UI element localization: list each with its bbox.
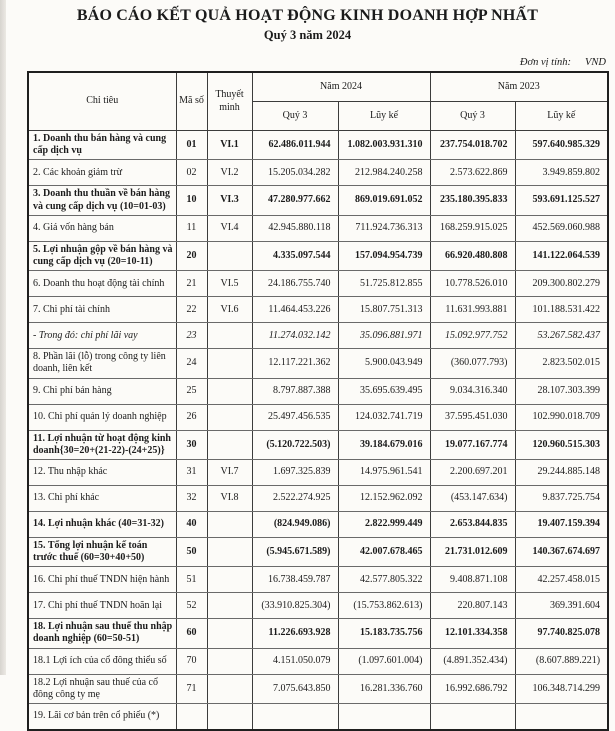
- row-value-q3-2023: 9.034.316.340: [430, 378, 515, 404]
- row-label: 12. Thu nhập khác: [28, 459, 176, 485]
- row-note: VI.3: [207, 186, 252, 215]
- row-value-q3-2024: [252, 704, 338, 731]
- report-title: BÁO CÁO KẾT QUẢ HOẠT ĐỘNG KINH DOANH HỢP NHẤT: [76, 7, 539, 24]
- row-label: 3. Doanh thu thuần về bán hàng và cung cấp dịch vụ (10=01-03): [28, 186, 176, 215]
- row-label: 17. Chi phí thuế TNDN hoãn lại: [28, 593, 176, 619]
- row-value-cumulative-2023: 452.569.060.988: [515, 215, 608, 241]
- row-code: 24: [176, 349, 207, 378]
- table-row: [28, 323, 608, 349]
- row-note: [207, 619, 252, 648]
- row-value-cumulative-2023: 42.257.458.015: [515, 567, 608, 593]
- row-label: 6. Doanh thu hoạt động tài chính: [28, 271, 176, 297]
- row-value-cumulative-2023: 53.267.582.437: [515, 323, 608, 349]
- row-value-cumulative-2023: [515, 704, 608, 731]
- row-code: [176, 704, 207, 731]
- row-value-cumulative-2023: 102.990.018.709: [515, 404, 608, 430]
- row-value-q3-2024: 16.738.459.787: [252, 567, 338, 593]
- row-value-q3-2024: 2.522.274.925: [252, 485, 338, 511]
- row-label: 19. Lãi cơ bản trên cổ phiếu (*): [28, 704, 176, 731]
- row-code: 01: [176, 131, 207, 160]
- row-value-cumulative-2024: 711.924.736.313: [338, 215, 430, 241]
- row-value-q3-2024: 62.486.011.944: [252, 131, 338, 160]
- report-subtitle: Quý 3 năm 2024: [263, 28, 352, 42]
- table-row: [28, 485, 608, 511]
- row-value-q3-2024: (5.945.671.589): [252, 537, 338, 566]
- row-value-q3-2023: 2.200.697.201: [430, 459, 515, 485]
- row-value-q3-2023: 235.180.395.833: [430, 186, 515, 215]
- row-note: [207, 593, 252, 619]
- table-row: [28, 131, 608, 160]
- row-value-q3-2023: 12.101.334.358: [430, 619, 515, 648]
- income-statement-table: [27, 71, 609, 731]
- row-label: 18.1 Lợi ích của cổ đông thiểu số: [28, 648, 176, 674]
- row-value-q3-2023: 220.807.143: [430, 593, 515, 619]
- row-value-cumulative-2024: 35.096.881.971: [338, 323, 430, 349]
- row-value-cumulative-2024: 35.695.639.495: [338, 378, 430, 404]
- row-value-q3-2024: 15.205.034.282: [252, 160, 338, 186]
- row-value-q3-2024: 42.945.880.118: [252, 215, 338, 241]
- row-note: [207, 323, 252, 349]
- row-label: 16. Chi phí thuế TNDN hiện hành: [28, 567, 176, 593]
- row-value-cumulative-2024: 15.807.751.313: [338, 297, 430, 323]
- table-row: [28, 160, 608, 186]
- row-value-q3-2024: (5.120.722.503): [252, 430, 338, 459]
- unit-note: [0, 57, 606, 68]
- row-value-q3-2023: [430, 704, 515, 731]
- row-value-cumulative-2023: 597.640.985.329: [515, 131, 608, 160]
- row-note: [207, 378, 252, 404]
- row-value-cumulative-2023: 97.740.825.078: [515, 619, 608, 648]
- table-row: [28, 186, 608, 215]
- row-value-q3-2023: 15.092.977.752: [430, 323, 515, 349]
- row-value-cumulative-2023: 141.122.064.539: [515, 241, 608, 270]
- table-row: [28, 511, 608, 537]
- row-value-q3-2024: 4.335.097.544: [252, 241, 338, 270]
- row-value-cumulative-2023: (8.607.889.221): [515, 648, 608, 674]
- row-value-cumulative-2024: 42.577.805.322: [338, 567, 430, 593]
- row-value-q3-2023: 2.573.622.869: [430, 160, 515, 186]
- table-row: [28, 241, 608, 270]
- table-row: [28, 378, 608, 404]
- row-label: 10. Chi phí quản lý doanh nghiệp: [28, 404, 176, 430]
- row-value-cumulative-2023: 3.949.859.802: [515, 160, 608, 186]
- row-code: 11: [176, 215, 207, 241]
- row-label: 7. Chi phí tài chính: [28, 297, 176, 323]
- row-note: VI.6: [207, 297, 252, 323]
- table-row: [28, 271, 608, 297]
- row-value-cumulative-2024: 51.725.812.855: [338, 271, 430, 297]
- results-table-body: [28, 131, 608, 731]
- row-value-q3-2023: 10.778.526.010: [430, 271, 515, 297]
- row-value-q3-2023: 19.077.167.774: [430, 430, 515, 459]
- row-value-q3-2024: (824.949.086): [252, 511, 338, 537]
- row-note: [207, 430, 252, 459]
- row-value-q3-2023: 237.754.018.702: [430, 131, 515, 160]
- header-cumulative-2024: Lũy kế: [338, 102, 430, 131]
- row-value-cumulative-2024: (1.097.601.004): [338, 648, 430, 674]
- row-label: 11. Lợi nhuận từ hoạt động kinh doanh{30=20+(21-22)-(24+25)}: [28, 430, 176, 459]
- row-note: [207, 704, 252, 731]
- header-criteria: Chỉ tiêu: [28, 72, 176, 131]
- row-value-q3-2024: 12.117.221.362: [252, 349, 338, 378]
- row-code: 25: [176, 378, 207, 404]
- row-note: [207, 404, 252, 430]
- row-code: 21: [176, 271, 207, 297]
- table-row: [28, 459, 608, 485]
- table-row: [28, 648, 608, 674]
- row-value-q3-2023: 168.259.915.025: [430, 215, 515, 241]
- table-row: [28, 349, 608, 378]
- row-code: 30: [176, 430, 207, 459]
- row-code: 02: [176, 160, 207, 186]
- row-value-q3-2024: 24.186.755.740: [252, 271, 338, 297]
- table-row: [28, 704, 608, 731]
- table-row: [28, 537, 608, 566]
- row-code: 71: [176, 674, 207, 703]
- table-row: [28, 297, 608, 323]
- header-year-2023: Năm 2023: [430, 72, 608, 102]
- row-value-cumulative-2024: 12.152.962.092: [338, 485, 430, 511]
- row-value-cumulative-2023: 29.244.885.148: [515, 459, 608, 485]
- row-label: 14. Lợi nhuận khác (40=31-32): [28, 511, 176, 537]
- row-label: 5. Lợi nhuận gộp về bán hàng và cung cấp dịch vụ (20=10-11): [28, 241, 176, 270]
- table-row: [28, 674, 608, 703]
- header-code: Mã số: [176, 72, 207, 131]
- row-value-q3-2024: 25.497.456.535: [252, 404, 338, 430]
- row-value-cumulative-2023: 101.188.531.422: [515, 297, 608, 323]
- row-value-cumulative-2023: 28.107.303.399: [515, 378, 608, 404]
- table-row: [28, 619, 608, 648]
- row-code: 50: [176, 537, 207, 566]
- row-value-cumulative-2024: [338, 704, 430, 731]
- row-label: 1. Doanh thu bán hàng và cung cấp dịch vụ: [28, 131, 176, 160]
- row-value-cumulative-2024: 15.183.735.756: [338, 619, 430, 648]
- row-code: 52: [176, 593, 207, 619]
- row-value-cumulative-2024: 869.019.691.052: [338, 186, 430, 215]
- row-code: 40: [176, 511, 207, 537]
- row-note: VI.1: [207, 131, 252, 160]
- table-row: [28, 593, 608, 619]
- row-value-q3-2023: 16.992.686.792: [430, 674, 515, 703]
- row-label: 13. Chi phí khác: [28, 485, 176, 511]
- row-note: [207, 537, 252, 566]
- row-value-cumulative-2024: 2.822.999.449: [338, 511, 430, 537]
- row-value-q3-2023: 66.920.480.808: [430, 241, 515, 270]
- row-value-q3-2024: (33.910.825.304): [252, 593, 338, 619]
- header-cumulative-2023: Lũy kế: [515, 102, 608, 131]
- table-row: [28, 430, 608, 459]
- row-value-cumulative-2024: 39.184.679.016: [338, 430, 430, 459]
- row-label: - Trong đó: chi phí lãi vay: [28, 323, 176, 349]
- row-value-cumulative-2023: 593.691.125.527: [515, 186, 608, 215]
- row-value-q3-2024: 11.274.032.142: [252, 323, 338, 349]
- row-code: 22: [176, 297, 207, 323]
- row-note: VI.2: [207, 160, 252, 186]
- row-note: [207, 567, 252, 593]
- header-q3-2023: Quý 3: [430, 102, 515, 131]
- row-note: VI.7: [207, 459, 252, 485]
- row-value-cumulative-2024: 14.975.961.541: [338, 459, 430, 485]
- row-note: [207, 349, 252, 378]
- row-value-q3-2023: (453.147.634): [430, 485, 515, 511]
- row-value-q3-2024: 47.280.977.662: [252, 186, 338, 215]
- row-value-cumulative-2023: 9.837.725.754: [515, 485, 608, 511]
- header-note: Thuyết minh: [207, 72, 252, 131]
- row-code: 70: [176, 648, 207, 674]
- table-row: [28, 567, 608, 593]
- unit-note-value: VND: [585, 57, 606, 68]
- table-row: [28, 215, 608, 241]
- row-label: 8. Phần lãi (lỗ) trong công ty liên doanh, liên kết: [28, 349, 176, 378]
- row-value-q3-2024: 11.226.693.928: [252, 619, 338, 648]
- row-code: 60: [176, 619, 207, 648]
- header-q3-2024: Quý 3: [252, 102, 338, 131]
- row-note: [207, 674, 252, 703]
- row-value-cumulative-2023: 140.367.674.697: [515, 537, 608, 566]
- row-note: [207, 511, 252, 537]
- row-label: 2. Các khoản giảm trừ: [28, 160, 176, 186]
- row-value-q3-2023: (360.077.793): [430, 349, 515, 378]
- row-value-q3-2023: 21.731.012.609: [430, 537, 515, 566]
- row-note: VI.8: [207, 485, 252, 511]
- row-value-cumulative-2023: 19.407.159.394: [515, 511, 608, 537]
- header-year-2024: Năm 2024: [252, 72, 430, 102]
- row-value-q3-2023: 9.408.871.108: [430, 567, 515, 593]
- row-value-cumulative-2024: 124.032.741.719: [338, 404, 430, 430]
- row-value-q3-2023: 2.653.844.835: [430, 511, 515, 537]
- row-label: 4. Giá vốn hàng bán: [28, 215, 176, 241]
- row-value-q3-2024: 8.797.887.388: [252, 378, 338, 404]
- row-value-cumulative-2023: 120.960.515.303: [515, 430, 608, 459]
- row-value-q3-2023: 37.595.451.030: [430, 404, 515, 430]
- row-value-q3-2024: 11.464.453.226: [252, 297, 338, 323]
- row-code: 26: [176, 404, 207, 430]
- row-code: 51: [176, 567, 207, 593]
- row-note: VI.5: [207, 271, 252, 297]
- row-code: 32: [176, 485, 207, 511]
- row-value-cumulative-2024: (15.753.862.613): [338, 593, 430, 619]
- row-note: [207, 648, 252, 674]
- row-value-cumulative-2024: 212.984.240.258: [338, 160, 430, 186]
- row-code: 23: [176, 323, 207, 349]
- row-label: 18.2 Lợi nhuận sau thuế của cổ đông công ty mẹ: [28, 674, 176, 703]
- table-row: [28, 404, 608, 430]
- row-label: 18. Lợi nhuận sau thuế thu nhập doanh nghiệp (60=50-51): [28, 619, 176, 648]
- row-label: 9. Chi phí bán hàng: [28, 378, 176, 404]
- row-value-cumulative-2024: 157.094.954.739: [338, 241, 430, 270]
- row-value-q3-2023: (4.891.352.434): [430, 648, 515, 674]
- row-value-cumulative-2024: 16.281.336.760: [338, 674, 430, 703]
- row-value-q3-2024: 4.151.050.079: [252, 648, 338, 674]
- row-value-cumulative-2023: 369.391.604: [515, 593, 608, 619]
- row-note: [207, 241, 252, 270]
- row-value-q3-2024: 7.075.643.850: [252, 674, 338, 703]
- row-value-q3-2023: 11.631.993.881: [430, 297, 515, 323]
- row-code: 31: [176, 459, 207, 485]
- row-value-q3-2024: 1.697.325.839: [252, 459, 338, 485]
- table-header: [28, 72, 608, 131]
- row-value-cumulative-2024: 5.900.043.949: [338, 349, 430, 378]
- row-value-cumulative-2023: 106.348.714.299: [515, 674, 608, 703]
- row-value-cumulative-2023: 209.300.802.279: [515, 271, 608, 297]
- row-value-cumulative-2024: 42.007.678.465: [338, 537, 430, 566]
- row-code: 20: [176, 241, 207, 270]
- row-value-cumulative-2024: 1.082.003.931.310: [338, 131, 430, 160]
- row-code: 10: [176, 186, 207, 215]
- row-value-cumulative-2023: 2.823.502.015: [515, 349, 608, 378]
- row-label: 15. Tổng lợi nhuận kế toán trước thuế (60=30+40+50): [28, 537, 176, 566]
- row-note: VI.4: [207, 215, 252, 241]
- unit-note-label: Đơn vị tính:: [519, 57, 571, 68]
